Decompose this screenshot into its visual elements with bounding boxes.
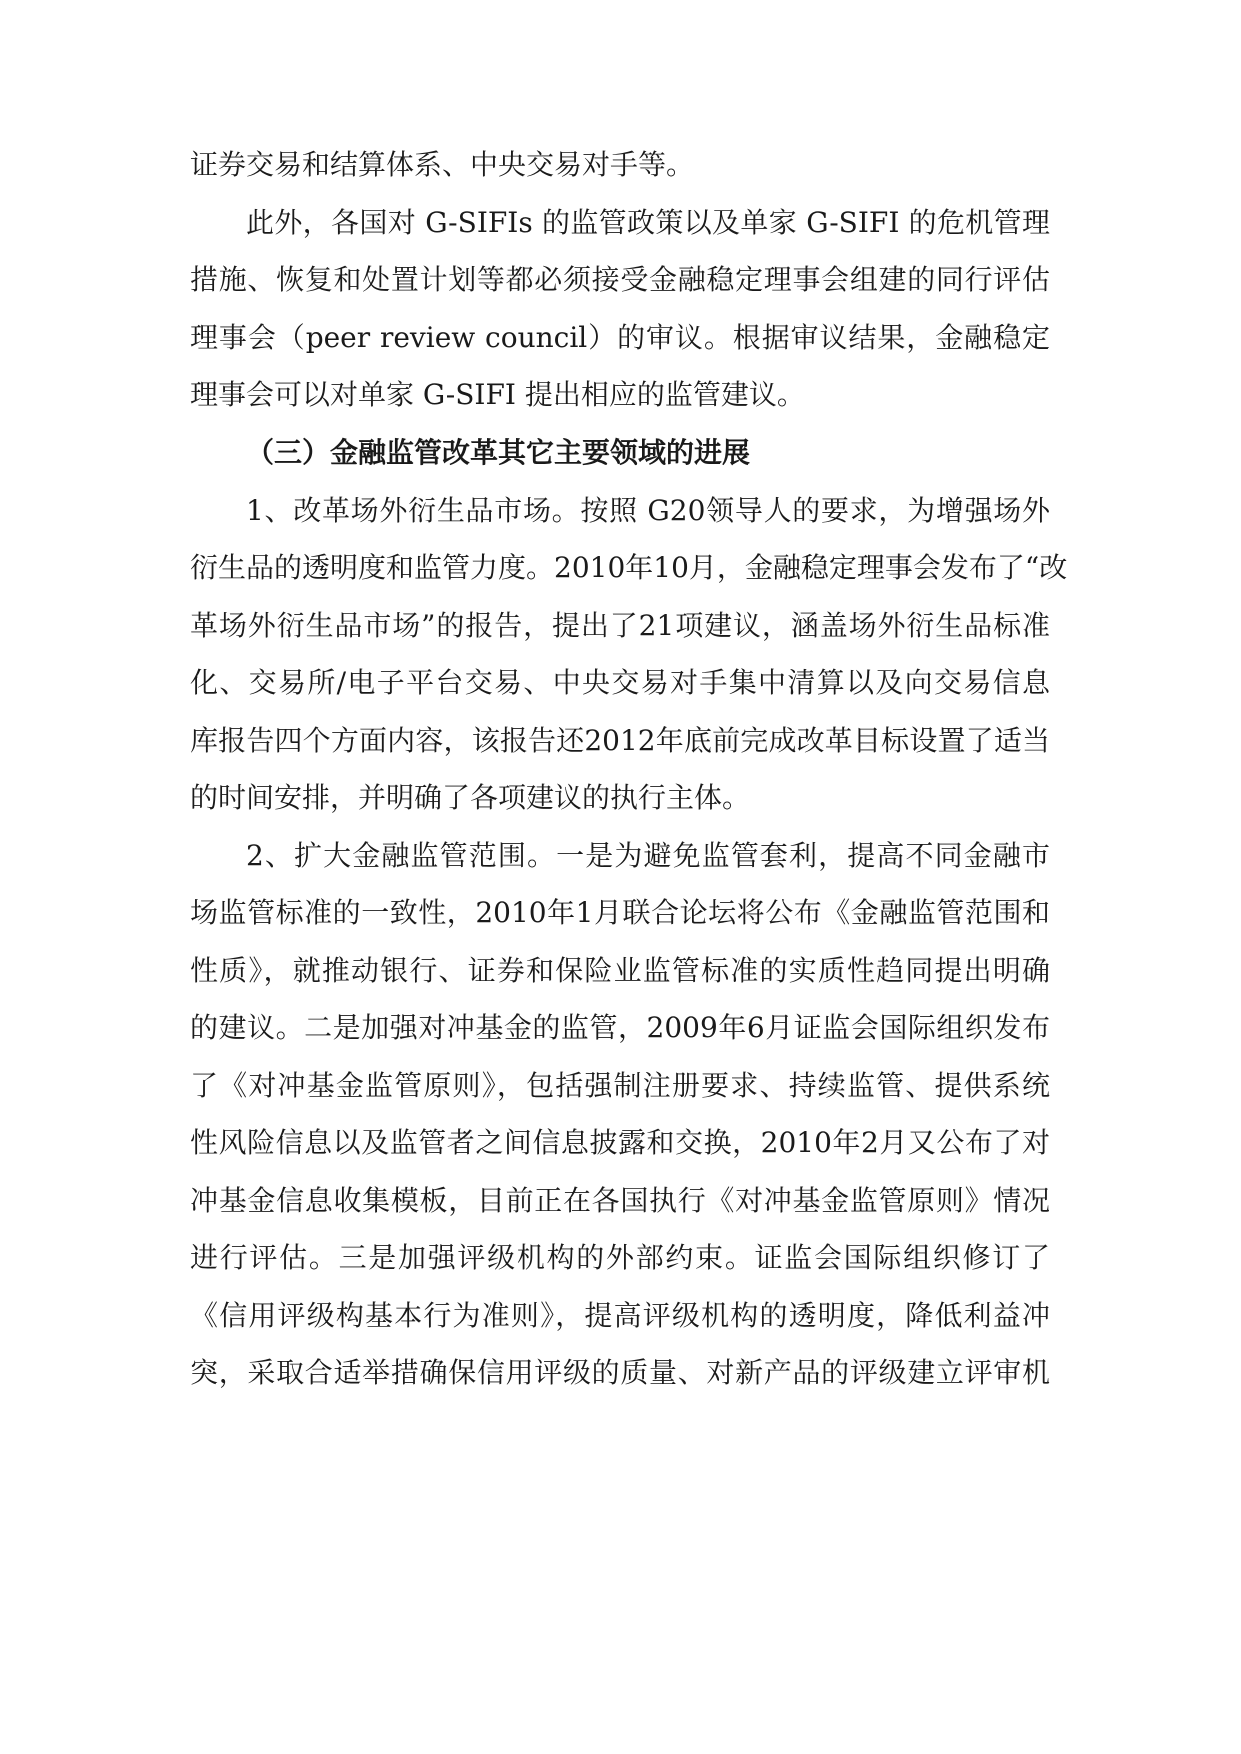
text-line: 性风险信息以及监管者之间信息披露和交换，2010年2月又公布了对	[190, 1126, 1050, 1159]
text-line: 证券交易和结算体系、中央交易对手等。	[190, 148, 695, 181]
text-line: 冲基金信息收集模板，目前正在各国执行《对冲基金监管原则》情况	[190, 1184, 1050, 1217]
text-line: 1、改革场外衍生品市场。按照 G20领导人的要求，为增强场外	[246, 494, 1050, 527]
text-line: 性质》，就推动银行、证券和保险业监管标准的实质性趋同提出明确	[190, 954, 1050, 987]
text-line: 《信用评级构基本行为准则》，提高评级机构的透明度，降低利益冲	[190, 1299, 1050, 1332]
text-line: 理事会可以对单家 G-SIFI 提出相应的监管建议。	[190, 378, 805, 411]
text-line: 的建议。二是加强对冲基金的监管，2009年6月证监会国际组织发布	[190, 1011, 1050, 1044]
text-line: 措施、恢复和处置计划等都必须接受金融稳定理事会组建的同行评估	[190, 263, 1050, 296]
text-line: 进行评估。三是加强评级机构的外部约束。证监会国际组织修订了	[190, 1241, 1050, 1274]
text-line: 革场外衍生品市场”的报告，提出了21项建议，涵盖场外衍生品标准	[190, 609, 1050, 642]
text-line: 化、交易所/电子平台交易、中央交易对手集中清算以及向交易信息	[190, 666, 1050, 699]
text-line: 2、扩大金融监管范围。一是为避免监管套利，提高不同金融市	[246, 839, 1050, 872]
text-line: 库报告四个方面内容，该报告还2012年底前完成改革目标设置了适当	[190, 724, 1050, 757]
text-line: 理事会（peer review council）的审议。根据审议结果，金融稳定	[190, 321, 1050, 354]
text-line: 衍生品的透明度和监管力度。2010年10月，金融稳定理事会发布了“改	[190, 551, 1068, 584]
text-line: 的时间安排，并明确了各项建议的执行主体。	[190, 781, 751, 814]
section-heading: （三）金融监管改革其它主要领域的进展	[246, 436, 751, 469]
text-line: 突，采取合适举措确保信用评级的质量、对新产品的评级建立评审机	[190, 1356, 1050, 1389]
text-line: 场监管标准的一致性，2010年1月联合论坛将公布《金融监管范围和	[190, 896, 1050, 929]
text-line: 此外，各国对 G-SIFIs 的监管政策以及单家 G-SIFI 的危机管理	[246, 206, 1050, 239]
text-line: 了《对冲基金监管原则》，包括强制注册要求、持续监管、提供系统	[190, 1069, 1050, 1102]
